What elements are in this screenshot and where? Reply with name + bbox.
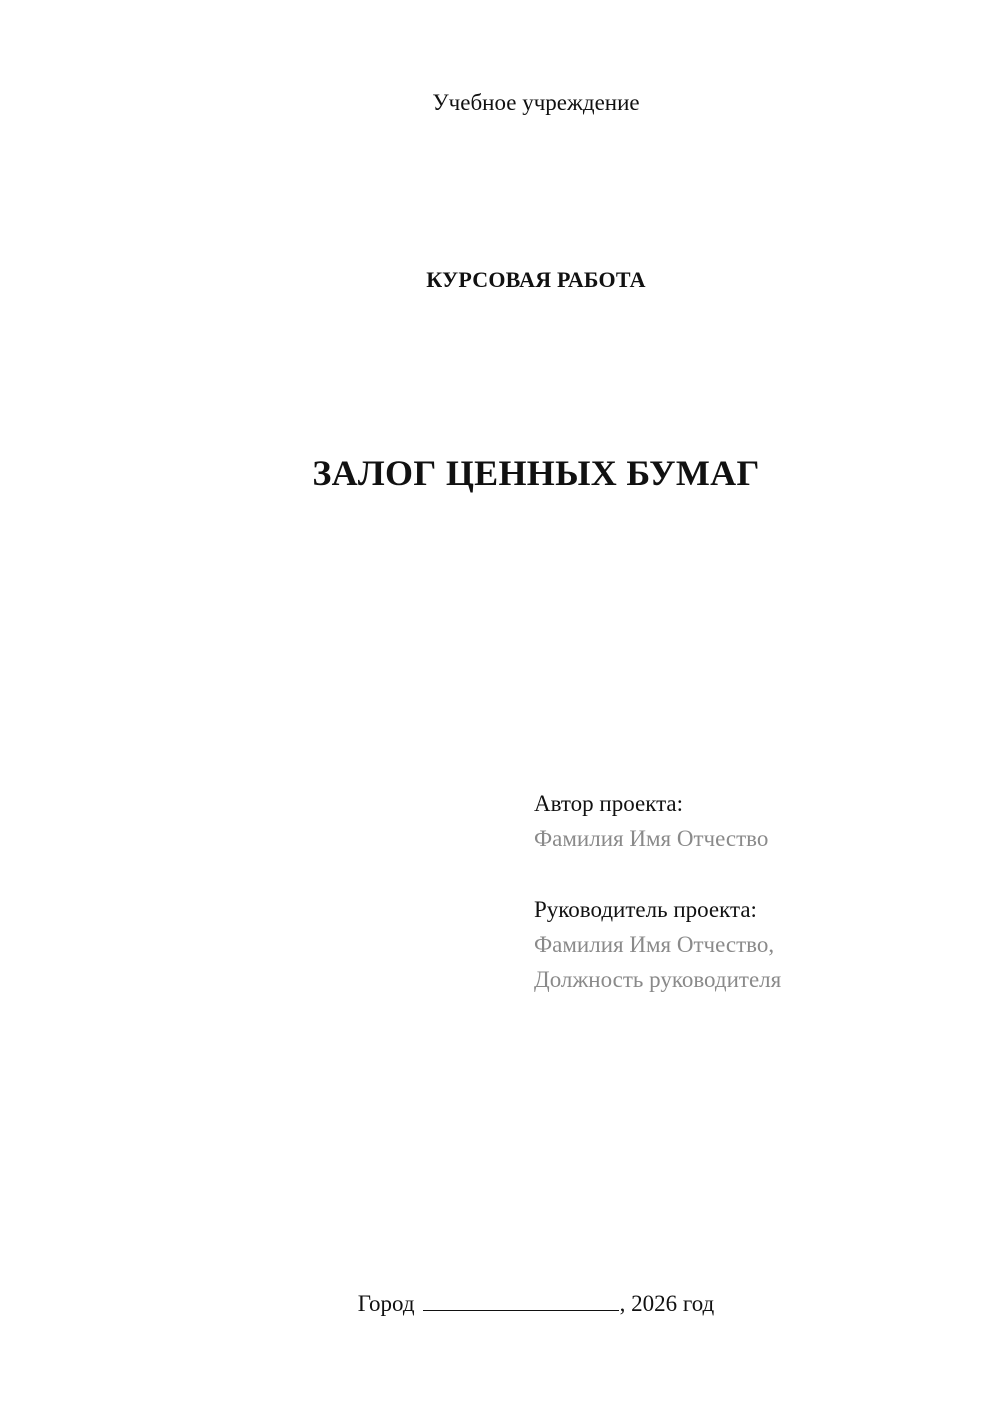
supervisor-label: Руководитель проекта: <box>534 897 757 922</box>
author-label: Автор проекта: <box>534 791 683 816</box>
year-text: , 2026 год <box>619 1291 715 1316</box>
city-blank-line <box>423 1289 619 1311</box>
work-type-heading: КУРСОВАЯ РАБОТА <box>426 267 646 292</box>
institution-name: Учебное учреждение <box>432 90 640 115</box>
document-title: ЗАЛОГ ЦЕННЫХ БУМАГ <box>312 453 760 493</box>
author-name-placeholder: Фамилия Имя Отчество <box>534 826 769 851</box>
city-label: Город <box>357 1291 415 1316</box>
footer-city-year <box>0 1289 1000 1317</box>
supervisor-name-placeholder: Фамилия Имя Отчество, <box>534 932 775 957</box>
supervisor-block <box>534 892 781 997</box>
author-block <box>534 786 768 856</box>
supervisor-position-placeholder: Должность руководителя <box>534 967 782 992</box>
